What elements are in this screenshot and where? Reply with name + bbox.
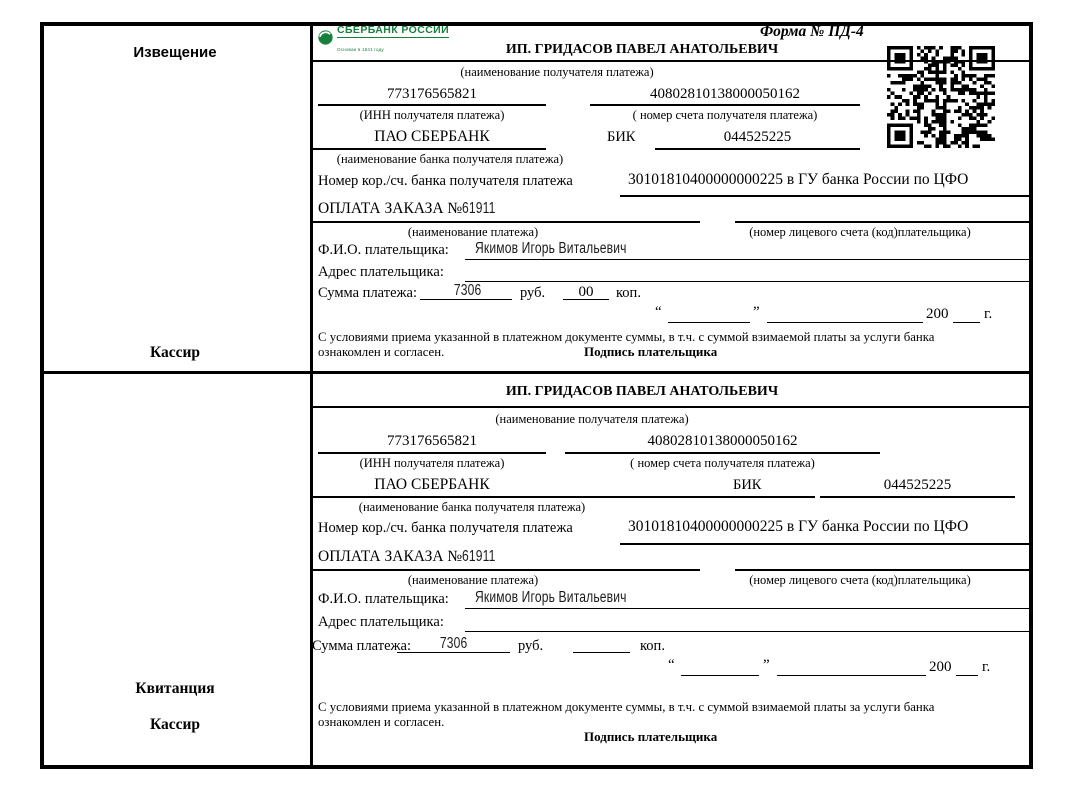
inn-value: 773176565821	[387, 86, 477, 102]
amount-rub-value: 7306	[440, 635, 468, 652]
bik-line	[820, 496, 1015, 498]
sberbank-logo-tagline: Основан в 1841 году	[337, 46, 384, 52]
inn-line	[318, 104, 546, 106]
payer-name-value: Якимов Игорь Витальевич	[475, 589, 627, 606]
notice-cashier-label: Кассир	[149, 344, 201, 361]
bank-name-line	[312, 148, 546, 150]
rub-label: руб.	[520, 285, 546, 301]
receipt-side-title: Квитанция	[135, 680, 215, 697]
amount-rub-line	[397, 652, 510, 653]
recipient-name: ИП. ГРИДАСОВ ПАВЕЛ АНАТОЛЬЕВИЧ	[505, 42, 779, 57]
agreement-text-line1: С условиями приема указанной в платежном документе суммы, в т.ч. с суммой взимаемой платы за услуги банка	[318, 700, 935, 714]
payer-name-line	[465, 259, 1029, 260]
corr-account-label: Номер кор./сч. банка получателя платежа	[318, 173, 573, 189]
payer-address-line	[465, 281, 1029, 282]
bik-label: БИК	[733, 477, 762, 493]
account-caption: ( номер счета получателя платежа)	[630, 456, 815, 470]
date-quote-close: ”	[753, 304, 760, 320]
inn-caption: (ИНН получателя платежа)	[359, 108, 505, 122]
account-caption: ( номер счета получателя платежа)	[632, 108, 818, 122]
payment-name-prefix: ОПЛАТА ЗАКАЗА №	[318, 548, 463, 565]
payer-name-value: Якимов Игорь Витальевич	[475, 240, 627, 257]
payer-name-label: Ф.И.О. плательщика:	[318, 591, 449, 607]
corr-account-line	[620, 195, 1029, 197]
signature-label: Подпись плательщика	[584, 729, 718, 744]
payment-name	[318, 200, 505, 217]
account-line	[565, 452, 880, 454]
notice-side-title: Извещение	[133, 44, 217, 61]
bik-value: 044525225	[723, 129, 792, 145]
rule	[312, 406, 1029, 408]
recipient-caption: (наименование получателя платежа)	[460, 65, 654, 79]
bank-name-value: ПАО СБЕРБАНК	[374, 476, 490, 493]
order-number: 61911	[462, 548, 496, 565]
date-quote-open: “	[668, 657, 675, 673]
bank-name-line	[312, 496, 815, 498]
date-month-line	[777, 675, 926, 676]
inn-line	[318, 452, 546, 454]
payment-caption: (наименование платежа)	[407, 225, 539, 239]
date-quote-open: “	[655, 304, 662, 320]
date-quote-close: ”	[763, 657, 770, 673]
inn-value: 773176565821	[387, 433, 477, 449]
rule	[312, 60, 1029, 62]
date-year-suffix: г.	[982, 659, 991, 675]
date-day-line	[668, 322, 750, 323]
payer-name-label: Ф.И.О. плательщика:	[318, 242, 449, 258]
kop-label: коп.	[640, 638, 665, 654]
date-year-prefix: 200	[929, 659, 952, 675]
personal-account-caption: (номер лицевого счета (код)плательщика)	[749, 225, 971, 239]
receipt-cashier-label: Кассир	[149, 716, 201, 733]
date-month-line	[767, 322, 923, 323]
amount-rub-value: 7306	[454, 282, 482, 299]
payment-name-line	[312, 569, 700, 571]
payer-name-line	[465, 608, 1029, 609]
recipient-name: ИП. ГРИДАСОВ ПАВЕЛ АНАТОЛЬЕВИЧ	[505, 384, 779, 399]
payment-name	[318, 548, 505, 565]
amount-rub-line	[420, 299, 512, 300]
corr-account-label: Номер кор./сч. банка получателя платежа	[318, 520, 573, 536]
payment-caption: (наименование платежа)	[407, 573, 539, 587]
payer-address-label: Адрес плательщика:	[318, 614, 444, 630]
payer-address-line	[465, 631, 1029, 632]
date-year-line	[953, 322, 980, 323]
personal-account-line	[735, 221, 1029, 223]
payment-name-line	[312, 221, 700, 223]
payer-address-label: Адрес плательщика:	[318, 264, 444, 280]
amount-kop-line	[573, 652, 630, 653]
bank-caption: (наименование банка получателя платежа)	[358, 500, 586, 514]
recipient-caption: (наименование получателя платежа)	[495, 412, 689, 426]
bik-value: 044525225	[883, 477, 952, 493]
inn-caption: (ИНН получателя платежа)	[359, 456, 505, 470]
amount-kop-value: 00	[578, 284, 594, 300]
agreement-text-line2: ознакомлен и согласен.	[318, 715, 445, 729]
bank-caption: (наименование банка получателя платежа)	[336, 152, 564, 166]
corr-account-value: 30101810400000000225 в ГУ банка России по ЦФО	[628, 518, 969, 535]
amount-kop-line	[563, 299, 609, 300]
order-number: 61911	[462, 200, 496, 217]
rub-label: руб.	[518, 638, 544, 654]
date-year-line	[956, 675, 978, 676]
corr-account-value: 30101810400000000225 в ГУ банка России по ЦФО	[628, 171, 969, 188]
account-value: 40802810138000050162	[647, 433, 798, 449]
signature-label: Подпись плательщика	[584, 344, 718, 359]
amount-label: Сумма платежа:	[318, 285, 417, 301]
kop-label: коп.	[616, 285, 641, 301]
agreement-text-line1: С условиями приема указанной в платежном документе суммы, в т.ч. с суммой взимаемой платы за услуги банка	[318, 330, 935, 344]
account-value: 40802810138000050162	[650, 86, 800, 102]
bank-name-value: ПАО СБЕРБАНК	[374, 128, 490, 145]
sberbank-logo-text: СБЕРБАНК РОССИИ	[337, 24, 450, 36]
personal-account-line	[735, 569, 1029, 571]
bik-label: БИК	[607, 129, 636, 145]
payment-name-prefix: ОПЛАТА ЗАКАЗА №	[318, 200, 463, 217]
personal-account-caption: (номер лицевого счета (код)плательщика)	[749, 573, 971, 587]
agreement-text-line2: ознакомлен и согласен.	[318, 345, 445, 359]
date-day-line	[681, 675, 759, 676]
account-line	[590, 104, 860, 106]
section-divider	[40, 371, 1033, 374]
date-year-suffix: г.	[984, 306, 993, 322]
date-year-prefix: 200	[926, 306, 949, 322]
amount-label: Сумма платежа:	[312, 638, 411, 654]
form-number-label: Форма № ПД-4	[760, 23, 864, 40]
bik-line	[655, 148, 860, 150]
corr-account-line	[620, 543, 1029, 545]
